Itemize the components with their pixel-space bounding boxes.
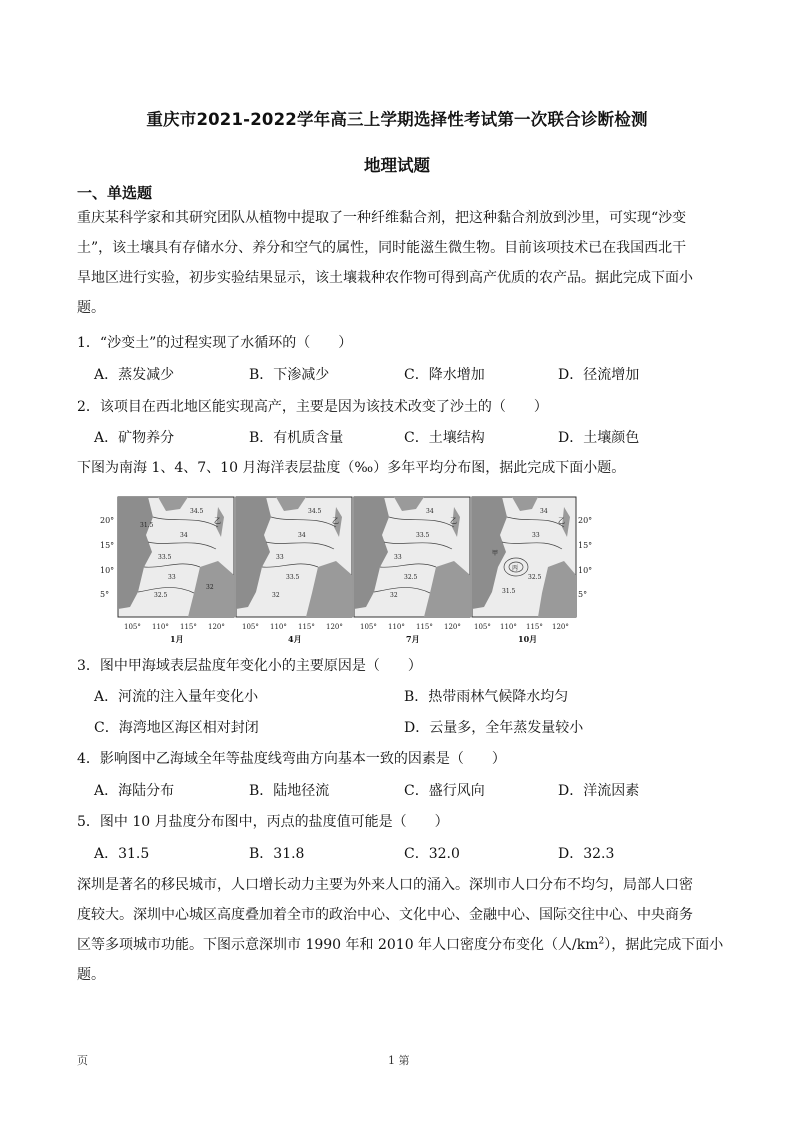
passage1-line-1: 重庆某科学家和其研究团队从植物中提取了一种纤维黏合剂，把这种黏合剂放到沙里，可实现“沙变 [77,210,687,226]
question-3-option-c[interactable]: C．海湾地区海区相对封闭 [94,720,259,736]
question-4-option-c[interactable]: C．盛行风向 [404,783,485,799]
month-label: 4月 [288,634,302,643]
lat-label-left-5: 5° [100,590,110,599]
question-2-stem: 2．该项目在西北地区能实现高产，主要是因为该技术改变了沙土的（ ） [77,399,548,415]
question-2-option-d[interactable]: D．土壤颜色 [558,430,640,446]
passage3-line-4: 题。 [77,967,105,983]
lon-label: 110° [152,623,169,631]
lon-label: 120° [326,623,343,631]
lat-label-right-15: 15° [578,541,593,550]
question-4-option-d[interactable]: D．洋流因素 [558,783,640,799]
isoline-label: 32.5 [154,592,168,599]
question-1-option-a[interactable]: A．蒸发减少 [94,367,175,383]
lon-label: 115° [526,623,543,631]
isoline-label: 33 [168,574,176,581]
lon-label: 105° [474,623,491,631]
map-panel-apr [236,497,352,643]
lon-label: 110° [388,623,405,631]
lon-label: 115° [180,623,197,631]
lat-label-left-10: 10° [100,566,115,575]
isoline-label: 34.5 [190,508,204,515]
lon-label: 105° [242,623,259,631]
point-label-yi: 乙 [558,517,565,525]
exam-subtitle: 地理试题 [364,156,430,175]
isoline-label: 33.5 [158,554,172,561]
question-4-option-b[interactable]: B．陆地径流 [249,783,330,799]
map-panel-jul [354,497,470,643]
point-label-bing: 丙 [512,565,519,572]
isoline-label: 31.5 [502,588,516,595]
passage3-line-3-tail: ），据此完成下面小 [604,937,724,953]
isoline-label: 32.5 [404,574,418,581]
isoline-label: 32 [206,584,214,591]
month-label: 10月 [518,634,538,643]
passage1-line-3: 旱地区进行实验，初步实验结果显示，该土壤栽种农作物可得到高产优质的农产品。据此完成下面小 [77,270,693,286]
isoline-label: 33.5 [416,532,430,539]
point-label-yi: 乙 [214,517,221,525]
question-5-option-d[interactable]: D．32.3 [558,846,615,862]
lon-label: 115° [416,623,433,631]
passage1-line-4: 题。 [77,300,105,316]
footer-page-number: 1 第 [388,1054,410,1067]
question-3-stem: 3．图中甲海域表层盐度年变化小的主要原因是（ ） [77,658,422,674]
question-3-option-d[interactable]: D．云量多，全年蒸发量较小 [404,720,584,736]
lat-label-right-10: 10° [578,566,593,575]
question-1-option-c[interactable]: C．降水增加 [404,367,485,383]
map-panel-jan [118,497,234,643]
passage3-line-3-text: 区等多项城市功能。下图示意深圳市 1990 年和 2010 年人口密度分布变化（人/km [77,937,599,953]
lon-label: 110° [500,623,517,631]
question-5-stem: 5．图中 10 月盐度分布图中，丙点的盐度值可能是（ ） [77,814,449,830]
lon-label: 110° [270,623,287,631]
isoline-label: 33 [276,554,284,561]
isoline-label: 32.5 [528,574,542,581]
question-2-option-a[interactable]: A．矿物养分 [94,430,175,446]
isoline-label: 33 [532,532,540,539]
point-label-yi: 乙 [332,517,339,525]
passage3-line-2: 度较大。深圳中心城区高度叠加着全市的政治中心、文化中心、金融中心、国际交往中心、中央商务 [77,907,693,923]
lon-label: 120° [552,623,569,631]
section-heading: 一、单选题 [77,184,153,202]
month-label: 1月 [170,634,184,643]
question-1-stem: 1．“沙变土”的过程实现了水循环的（ ） [77,335,353,351]
question-1-option-d[interactable]: D．径流增加 [558,367,640,383]
passage1-line-2: 土”，该土壤具有存储水分、养分和空气的属性，同时能滋生微生物。目前该项技术已在我国西北干 [77,240,687,256]
isoline-label: 32 [390,592,398,599]
question-4-option-a[interactable]: A．海陆分布 [94,783,175,799]
question-1-option-b[interactable]: B．下渗减少 [249,367,330,383]
question-3-option-b[interactable]: B．热带雨林气候降水均匀 [404,689,569,705]
lon-label: 105° [124,623,141,631]
question-2-option-b[interactable]: B．有机质含量 [249,430,344,446]
lon-label: 120° [208,623,225,631]
lon-label: 105° [360,623,377,631]
question-5-option-a[interactable]: A．31.5 [94,846,150,862]
month-label: 7月 [406,634,420,643]
lon-label: 120° [444,623,461,631]
isoline-label: 34 [180,532,188,539]
isoline-label: 33 [394,554,402,561]
isoline-label: 34 [540,508,548,515]
point-label-yi: 乙 [450,517,457,525]
map-panel-oct [472,497,576,643]
passage3-line-3 [77,934,723,954]
isoline-label: 34.5 [308,508,322,515]
point-label-jia: 甲 [492,550,499,557]
exam-title: 重庆市2021-2022学年高三上学期选择性考试第一次联合诊断检测 [146,110,648,129]
question-3-option-a[interactable]: A．河流的注入量年变化小 [94,689,259,705]
isoline-label: 34 [426,508,434,515]
question-5-option-b[interactable]: B．31.8 [249,846,305,862]
salinity-map-figure [100,493,600,643]
lat-label-right-5: 5° [578,590,588,599]
isoline-label: 34 [298,532,306,539]
salinity-maps-svg [100,493,600,643]
lat-label-right-20: 20° [578,516,593,525]
lat-label-left-15: 15° [100,541,115,550]
passage2-line: 下图为南海 1、4、7、10 月海洋表层盐度（‰）多年平均分布图，据此完成下面小题。 [77,460,626,476]
superscript-2: 2 [598,936,605,947]
question-2-option-c[interactable]: C．土壤结构 [404,430,485,446]
footer-left: 页 [77,1054,88,1067]
question-4-stem: 4．影响图中乙海域全年等盐度线弯曲方向基本一致的因素是（ ） [77,751,506,767]
lat-label-left-20: 20° [100,516,115,525]
isoline-label: 33.5 [286,574,300,581]
question-5-option-c[interactable]: C．32.0 [404,846,460,862]
lon-label: 115° [298,623,315,631]
passage3-line-1: 深圳是著名的移民城市，人口增长动力主要为外来人口的涌入。深圳市人口分布不均匀，局部人口密 [77,877,693,893]
isoline-label: 31.5 [140,522,154,529]
isoline-label: 32 [272,592,280,599]
